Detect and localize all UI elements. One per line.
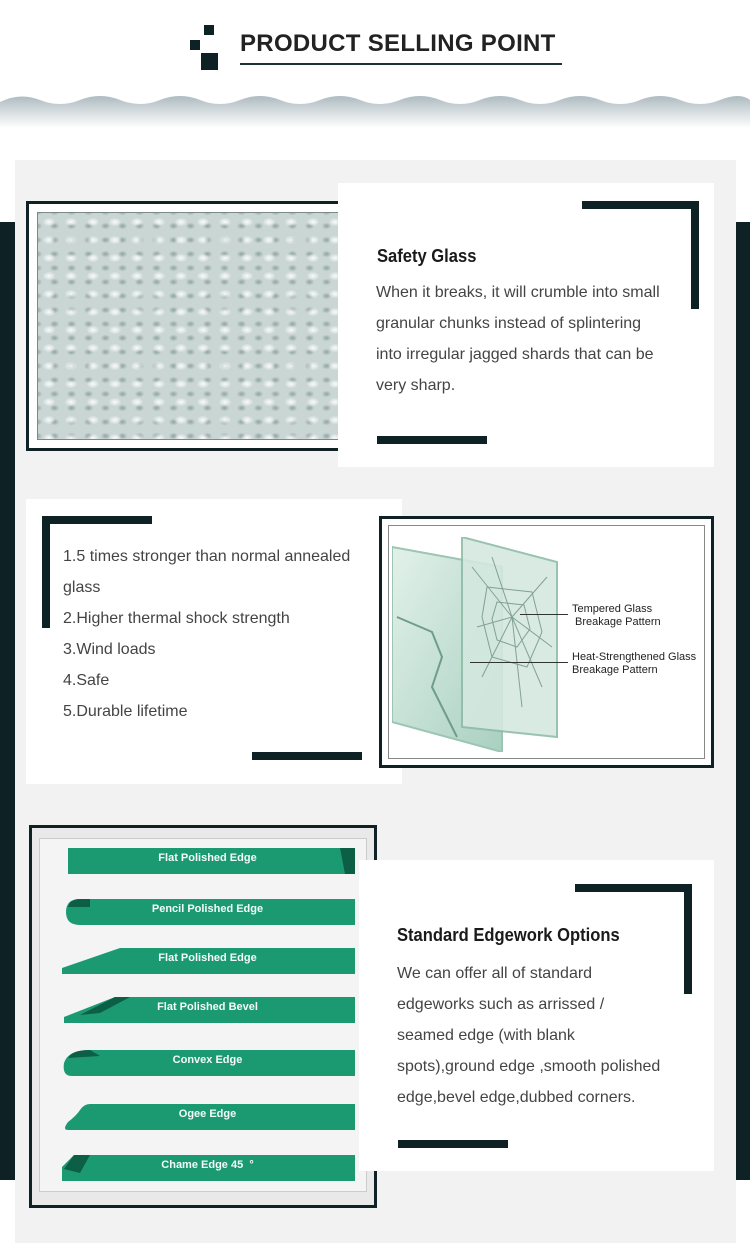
edge-label-4: Flat Polished Bevel xyxy=(157,1001,258,1013)
edgework-bottom-bar xyxy=(398,1140,508,1148)
edge-row-flat-polished-bevel xyxy=(60,995,355,1023)
edge-row-ogee xyxy=(60,1102,355,1130)
edgework-image xyxy=(29,825,377,1208)
edgework-line-5: edge,bevel edge,dubbed corners. xyxy=(397,1089,636,1106)
heat-pointer xyxy=(470,662,568,663)
heat-label-line-2: Breakage Pattern xyxy=(572,664,658,676)
edgework-line-3: seamed edge (with blank xyxy=(397,1027,575,1044)
strength-list xyxy=(63,541,383,727)
safety-bottom-bar xyxy=(377,436,487,444)
strength-item-5: 5.Durable lifetime xyxy=(63,703,188,720)
tempered-label-line-2: Breakage Pattern xyxy=(575,616,661,628)
strength-bottom-bar xyxy=(252,752,362,760)
safety-line-3: into irregular jagged shards that can be xyxy=(376,346,654,363)
wave-divider xyxy=(0,88,750,128)
edgework-heading: Standard Edgework Options xyxy=(397,925,620,945)
header-square-1 xyxy=(204,25,214,35)
safety-heading: Safety Glass xyxy=(377,246,477,266)
strength-corner-side xyxy=(42,516,50,628)
edgework-text xyxy=(397,958,697,1113)
right-side-bar xyxy=(736,222,750,1180)
edge-label-5: Convex Edge xyxy=(172,1054,243,1066)
strength-item-3: 3.Wind loads xyxy=(63,641,156,658)
edge-label-6: Ogee Edge xyxy=(178,1108,237,1120)
safety-line-2: granular chunks instead of splintering xyxy=(376,315,642,332)
heat-label-line-1: Heat-Strengthened Glass xyxy=(572,651,697,663)
safety-line-4: very sharp. xyxy=(376,377,456,394)
strength-item-4: 4.Safe xyxy=(63,672,110,689)
left-side-bar xyxy=(0,222,15,1180)
title-underline xyxy=(240,63,562,65)
edge-label-7: Chame Edge 45 ° xyxy=(161,1159,254,1171)
safety-corner-top xyxy=(582,201,699,209)
safety-line-1: When it breaks, it will crumble into small xyxy=(376,284,660,301)
edge-label-2: Pencil Polished Edge xyxy=(151,903,264,915)
crackle-glass-texture xyxy=(37,212,350,440)
crackle-glass-image xyxy=(26,201,361,451)
edgework-line-2: edgeworks such as arrissed / xyxy=(397,996,605,1013)
edgework-line-1: We can offer all of standard xyxy=(397,965,593,982)
header-square-2 xyxy=(190,40,200,50)
edge-row-pencil-polished xyxy=(60,897,355,925)
edge-label-1: Flat Polished Edge xyxy=(158,852,257,864)
edgework-corner-top xyxy=(575,884,692,892)
strength-item-1b: glass xyxy=(63,579,101,596)
tempered-label xyxy=(572,603,661,629)
strength-corner-top xyxy=(42,516,152,524)
strength-item-1: 1.5 times stronger than normal annealed xyxy=(63,548,351,565)
safety-text xyxy=(376,277,696,401)
edge-row-flat-polished-2 xyxy=(60,946,355,974)
edgework-line-4: spots),ground edge ,smooth polished xyxy=(397,1058,661,1075)
tempered-glass-diagram xyxy=(379,516,714,768)
edge-row-convex xyxy=(60,1048,355,1076)
heat-label xyxy=(572,651,696,677)
header-square-3 xyxy=(201,53,218,70)
strength-item-2: 2.Higher thermal shock strength xyxy=(63,610,290,627)
edge-row-chamfer xyxy=(60,1153,355,1181)
tempered-pointer xyxy=(520,614,568,615)
edge-label-3: Flat Polished Edge xyxy=(158,952,257,964)
page-title: PRODUCT SELLING POINT xyxy=(240,30,556,57)
tempered-label-line-1: Tempered Glass xyxy=(572,603,653,615)
edge-row-flat-polished xyxy=(60,846,355,874)
glass-panes-illustration xyxy=(392,537,562,752)
